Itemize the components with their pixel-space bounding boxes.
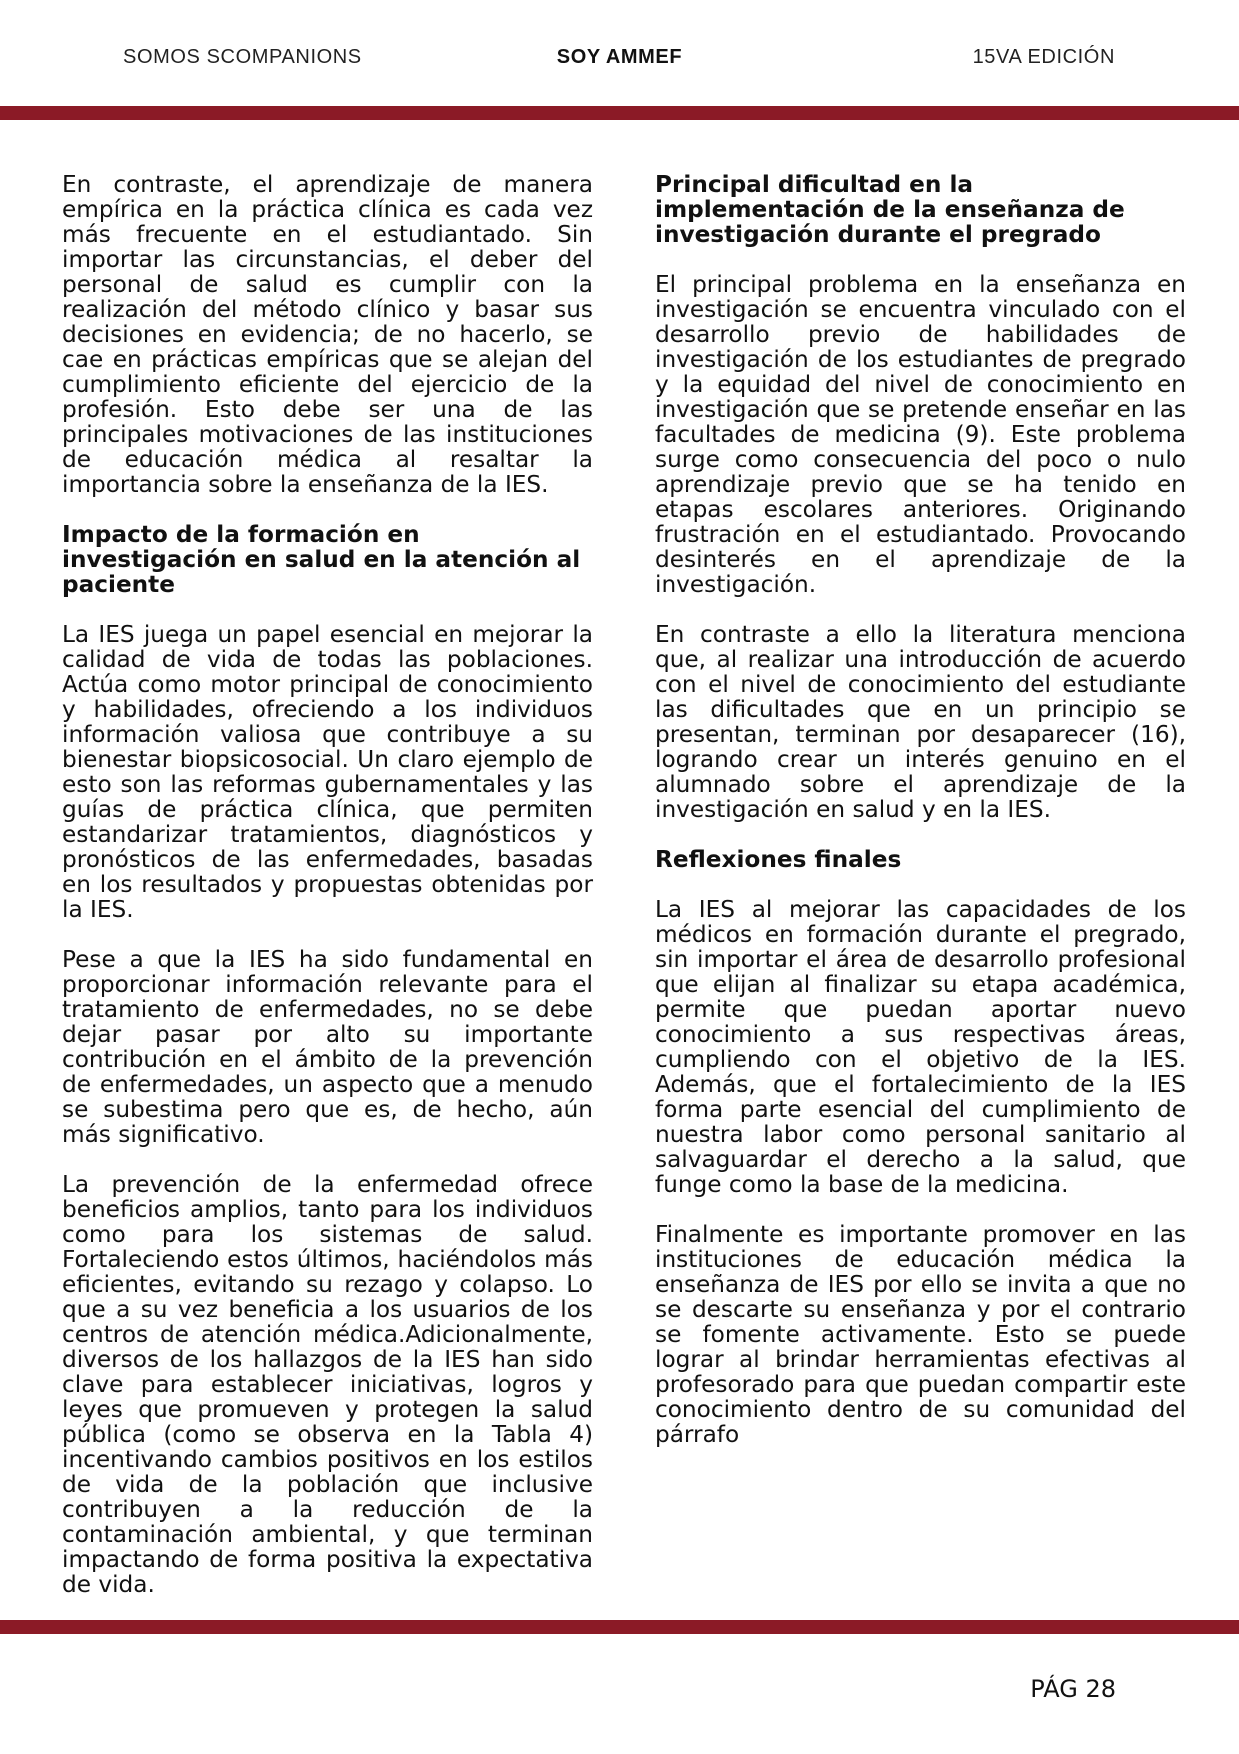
right-section-heading-2: Reflexiones finales [655,846,902,873]
right-column [655,172,1186,1472]
right-paragraph-1: El principal problema en la enseñanza en investigación se encuentra vinculado con el desarrollo previo de habilidades de investigación de los estudiantes de pregrado y la equidad del nivel de conocimiento en investigación que se pretende enseñar en las facultades de medicina (9). Este problema surge como consecuencia del poco o nulo aprendizaje previo que se ha tenido en etapas escolares anteriores. Originando frustración en el estudiantado. Provocando desinterés en el aprendizaje de la investigación. [655,271,1186,598]
right-paragraph-2: En contraste a ello la literatura menciona que, al realizar una introducción de acuerdo con el nivel de conocimiento del estudiante las dificultades que en un principio se presentan, terminan por desaparecer (16), logrando crear un interés genuino en el alumnado sobre el aprendizaje de la investigación en salud y en la IES. [655,621,1186,823]
header-accent-bar [0,106,1239,120]
right-paragraph-3: La IES al mejorar las capacidades de los médicos en formación durante el pregrado, sin importar el área de desarrollo profesional que elijan al finalizar su etapa académica, permite que puedan aportar nuevo conocimiento a sus respectivas áreas, cumpliendo con el objetivo de la IES. Además, que el fortalecimiento de la IES forma parte esencial del cumplimiento de nuestra labor como personal sanitario al salvaguardar el derecho a la salud, que funge como la base de la medicina. [655,896,1186,1198]
page-header [0,0,1239,108]
left-column [62,172,593,1622]
footer-accent-bar [0,1620,1239,1634]
header-edition: 15VA EDICIÓN [972,46,1115,68]
left-paragraph-3: Pese a que la IES ha sido fundamental en proporcionar información relevante para el tratamiento de enfermedades, no se debe dejar pasar por alto su importante contribución en el ámbito de la prevención de enfermedades, un aspecto que a menudo se subestima pero que es, de hecho, aún más significativo. [62,946,593,1148]
page-number: PÁG 28 [1030,1675,1116,1703]
header-left-title: SOMOS SCOMPANIONS [123,46,362,68]
right-paragraph-4: Finalmente es importante promover en las instituciones de educación médica la enseñanza de IES por ello se invita a que no se descarte su enseñanza y por el contrario se fomente activamente. Esto se puede lograr al brindar herramientas efectivas al profesorado para que puedan compartir este conocimiento dentro de su comunidad del párrafo [655,1221,1186,1448]
left-paragraph-2: La IES juega un papel esencial en mejorar la calidad de vida de todas las poblaciones. Actúa como motor principal de conocimiento y habilidades, ofreciendo a los individuos información valiosa que contribuye a su bienestar biopsicosocial. Un claro ejemplo de esto son las reformas gubernamentales y las guías de práctica clínica, que permiten estandarizar tratamientos, diagnósticos y pronósticos de las enfermedades, basadas en los resultados y propuestas obtenidas por la IES. [62,621,593,923]
left-paragraph-4: La prevención de la enfermedad ofrece beneficios amplios, tanto para los individuos como para los sistemas de salud. Fortaleciendo estos últimos, haciéndolos más eficientes, evitando su rezago y colapso. Lo que a su vez beneficia a los usuarios de los centros de atención médica.Adicionalmente, diversos de los hallazgos de la IES han sido clave para establecer iniciativas, logros y leyes que promueven y protegen la salud pública (como se observa en la Tabla 4) incentivando cambios positivos en los estilos de vida de la población que inclusive contribuyen a la reducción de la contaminación ambiental, y que terminan impactando de forma positiva la expectativa de vida. [62,1171,593,1598]
left-paragraph-1: En contraste, el aprendizaje de manera empírica en la práctica clínica es cada vez más frecuente en el estudiantado. Sin importar las circunstancias, el deber del personal de salud es cumplir con la realización del método clínico y basar sus decisiones en evidencia; de no hacerlo, se cae en prácticas empíricas que se alejan del cumplimiento eficiente del ejercicio de la profesión. Esto debe ser una de las principales motivaciones de las instituciones de educación médica al resaltar la importancia sobre la enseñanza de la IES. [62,171,593,498]
right-section-heading-1: Principal dificultad en la implementación de la enseñanza de investigación durante el pregrado [655,171,1125,248]
left-section-heading: Impacto de la formación en investigación en salud en la atención al paciente [62,521,581,598]
header-center-title: SOY AMMEF [556,46,683,68]
